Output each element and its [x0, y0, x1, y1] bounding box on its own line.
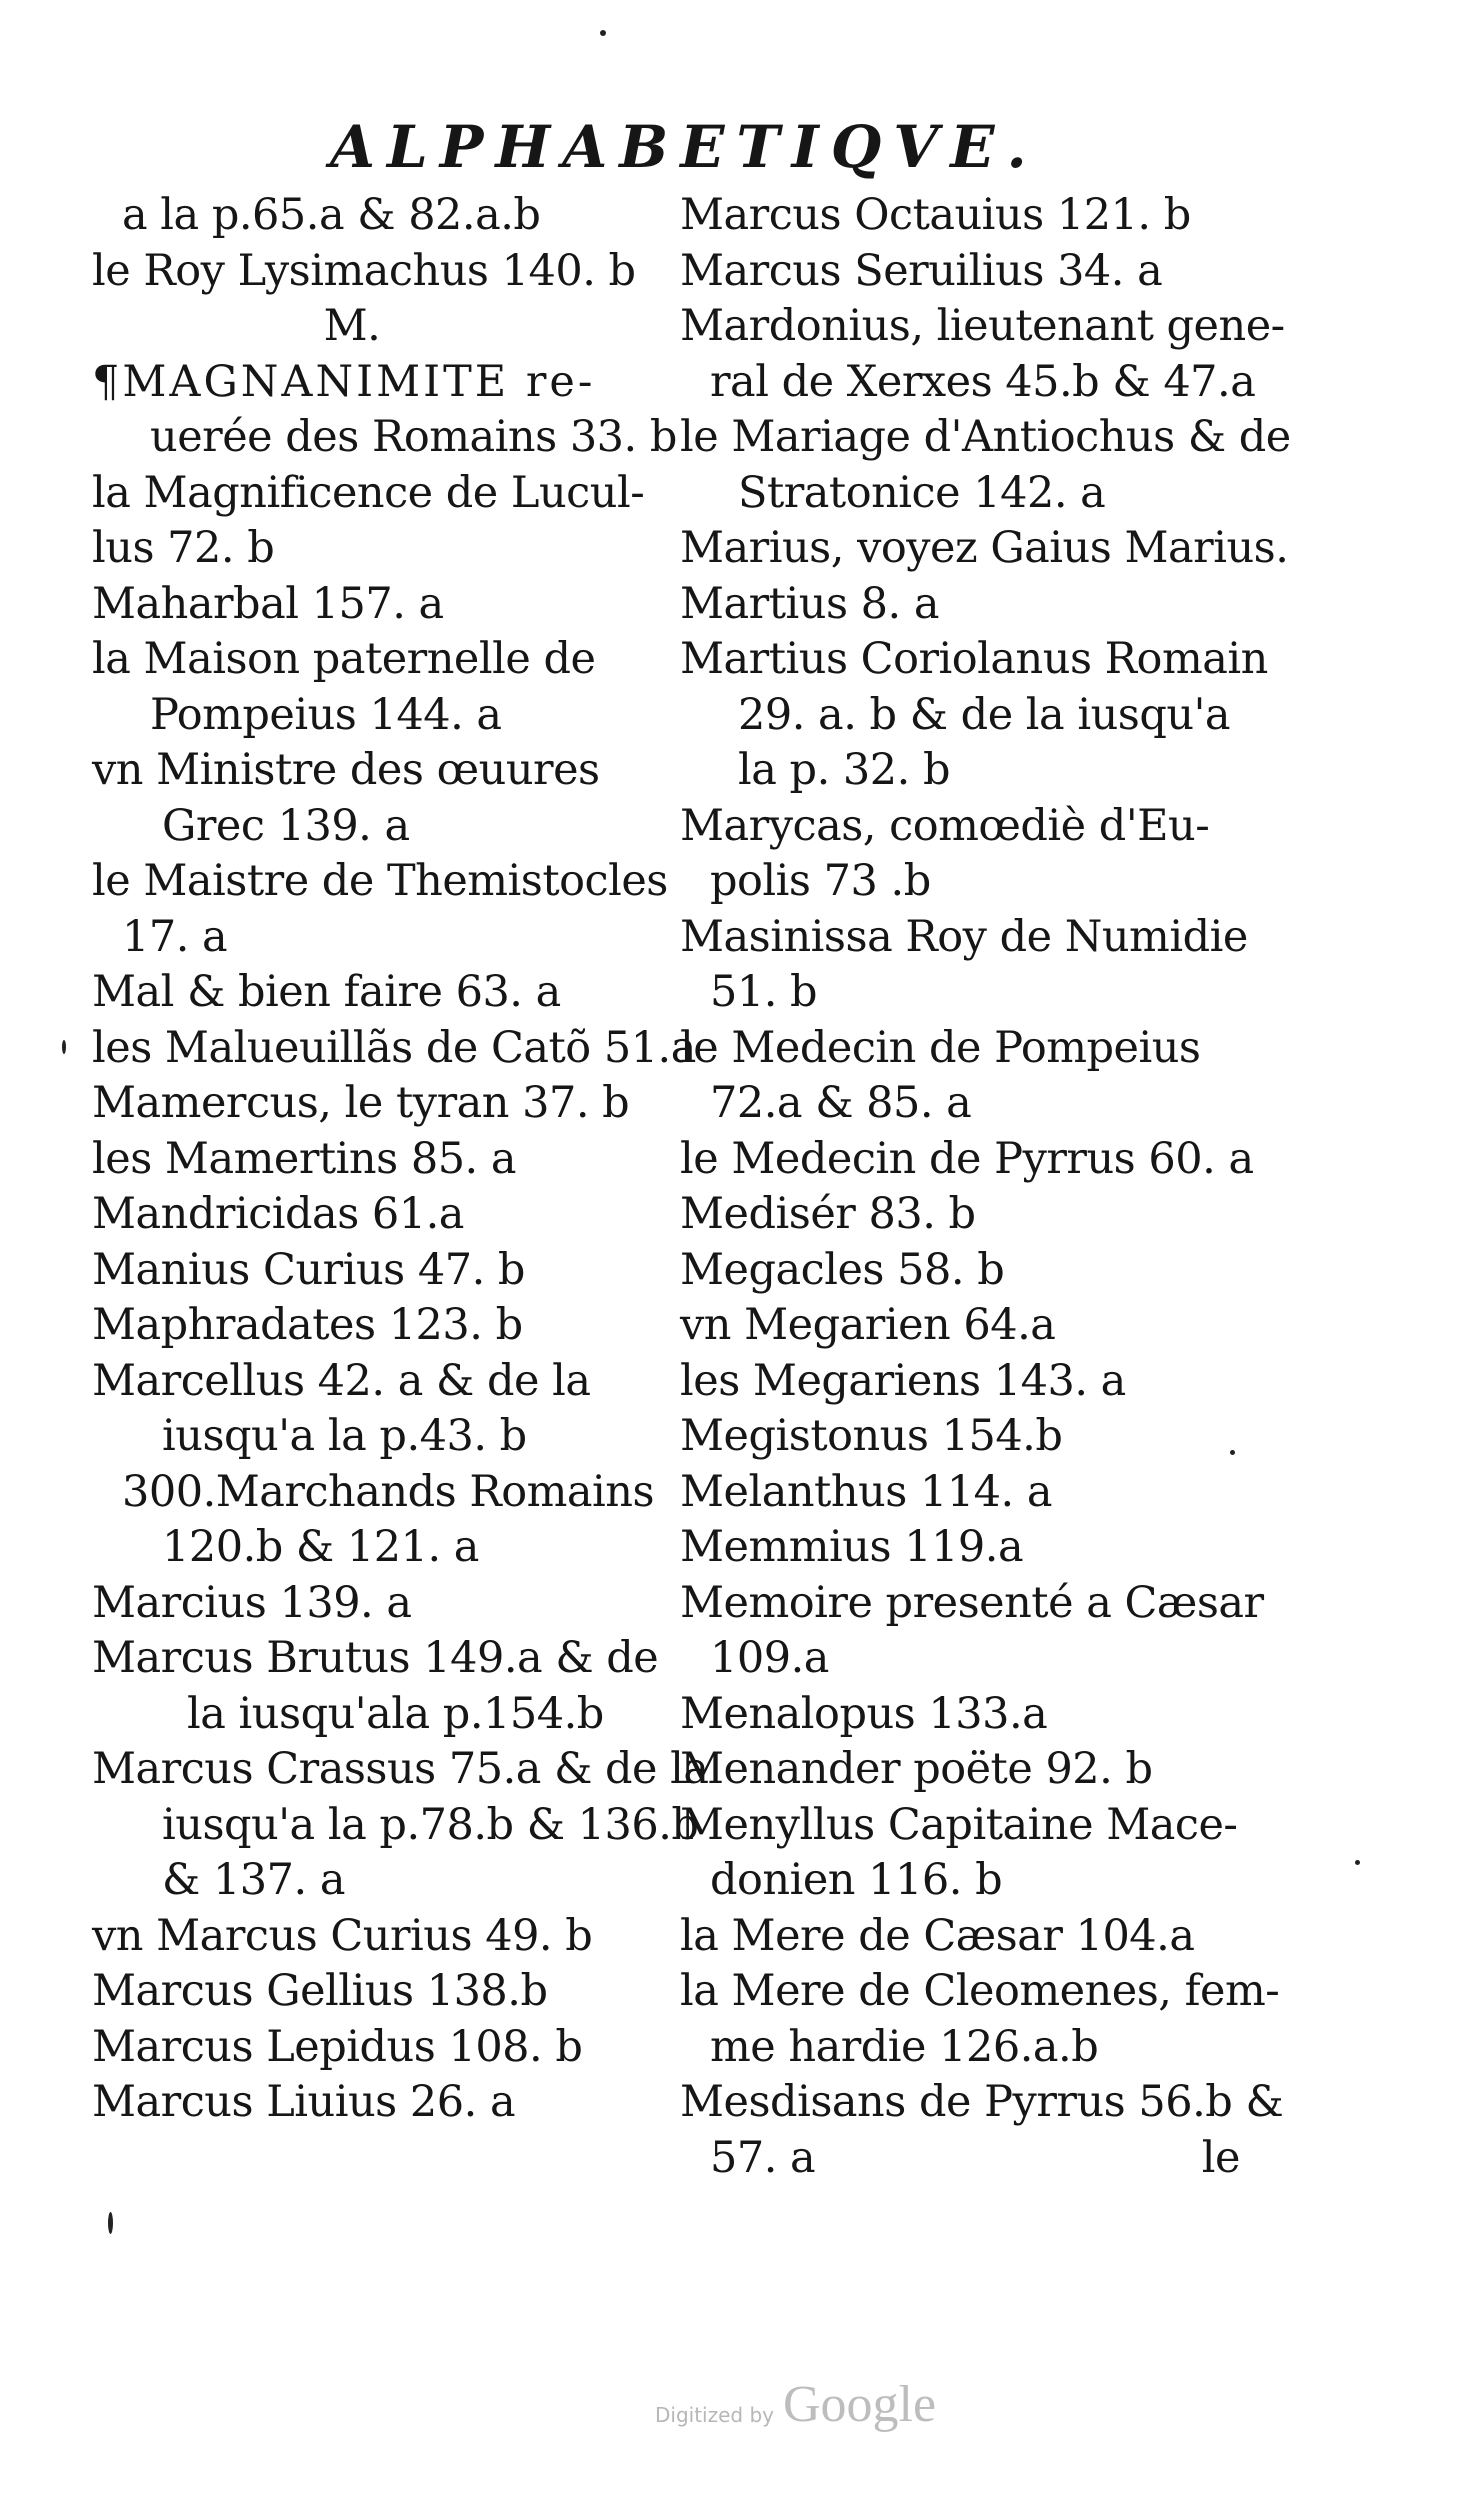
index-entry: Marius, voyez Gaius Marius.: [680, 523, 1289, 573]
index-entry: Marcus Octauius 121. b: [680, 190, 1191, 240]
ink-speck: [1230, 1450, 1235, 1455]
index-entry: Maharbal 157. a: [92, 578, 444, 629]
ink-speck: [1355, 1860, 1360, 1865]
watermark-prefix: Digitized by: [655, 2403, 774, 2427]
index-entry: Mesdisans de Pyrrus 56.b &: [680, 2077, 1284, 2127]
index-entry: la Mere de Cæsar 104.a: [680, 1910, 1195, 1961]
index-entry: Mamercus, le tyran 37. b: [92, 1078, 630, 1128]
index-entry: les Malueuillãs de Catõ 51.a: [92, 1022, 696, 1073]
index-entry: Maphradates 123. b: [92, 1300, 523, 1350]
index-entry: le Roy Lysimachus 140. b: [92, 245, 636, 296]
index-entry: Megistonus 154.b: [680, 1411, 1063, 1461]
index-entry: 109.a: [710, 1633, 829, 1683]
index-entry: Mal & bien faire 63. a: [92, 967, 561, 1017]
index-entry: Mardonius, lieutenant gene-: [680, 301, 1285, 351]
index-entry: le Mariage d'Antiochus & de: [680, 412, 1291, 462]
index-entry: les Mamertins 85. a: [92, 1133, 517, 1184]
index-entry: iusqu'a la p.43. b: [162, 1411, 527, 1461]
index-entry: Marcus Gellius 138.b: [92, 1966, 548, 2016]
index-entry: 29. a. b & de la iusqu'a: [738, 689, 1231, 740]
index-entry: Martius 8. a: [680, 578, 940, 629]
index-entry: uerée des Romains 33. b: [150, 412, 677, 462]
index-entry: Megacles 58. b: [680, 1244, 1005, 1295]
index-entry: 51. b: [710, 967, 818, 1017]
index-entry: donien 116. b: [710, 1855, 1003, 1905]
index-entry: Melanthus 114. a: [680, 1466, 1053, 1517]
index-entry: Menander poëte 92. b: [680, 1744, 1153, 1794]
index-entry: le Maistre de Themistocles: [92, 856, 668, 906]
ink-speck: [600, 30, 606, 36]
index-entry: iusqu'a la p.78.b & 136.b: [162, 1799, 699, 1850]
index-entry: Marcus Liuius 26. a: [92, 2077, 516, 2127]
index-entry: Marcus Crassus 75.a & de la: [92, 1744, 709, 1794]
index-entry: 17. a: [122, 911, 228, 962]
index-entry: Manius Curius 47. b: [92, 1244, 525, 1295]
index-entry: Marcellus 42. a & de la: [92, 1355, 591, 1406]
index-entry: la Maison paternelle de: [92, 634, 596, 684]
index-entry: le Medecin de Pyrrus 60. a: [680, 1133, 1254, 1184]
index-entry: Memoire presenté a Cæsar: [680, 1577, 1264, 1628]
index-entry: Menalopus 133.a: [680, 1688, 1048, 1739]
index-entry: ral de Xerxes 45.b & 47.a: [710, 356, 1256, 407]
index-entry: Marcius 139. a: [92, 1577, 412, 1628]
index-entry: Marcus Seruilius 34. a: [680, 245, 1163, 296]
index-entry: Medisér 83. b: [680, 1189, 976, 1239]
index-entry: les Megariens 143. a: [680, 1355, 1126, 1406]
digitization-watermark: [655, 2375, 1015, 2445]
running-header: ALPHABETIQVE.: [330, 113, 1039, 181]
index-entry: la p. 32. b: [738, 745, 950, 795]
index-entry: Grec 139. a: [162, 800, 410, 851]
index-entry: Marcus Lepidus 108. b: [92, 2021, 583, 2072]
section-letter: M.: [323, 301, 381, 351]
index-column-left: [92, 188, 709, 2131]
index-entry: 300.Marchands Romains: [122, 1466, 655, 1517]
index-entry: polis 73 .b: [710, 856, 931, 906]
index-entry: Martius Coriolanus Romain: [680, 634, 1268, 684]
index-entry: la Magnificence de Lucul-: [92, 467, 645, 518]
index-entry: le Medecin de Pompeius: [680, 1022, 1201, 1073]
index-entry: 120.b & 121. a: [162, 1522, 479, 1572]
index-entry: vn Ministre des œuures: [92, 745, 600, 795]
index-entry: a la p.65.a & 82.a.b: [122, 190, 541, 240]
index-entry: Pompeius 144. a: [150, 689, 502, 740]
index-entry: la Mere de Cleomenes, fem-: [680, 1966, 1280, 2016]
index-entry: Masinissa Roy de Numidie: [680, 911, 1248, 962]
index-entry: Menyllus Capitaine Mace-: [680, 1799, 1238, 1850]
index-entry: ¶MAGNANIMITE re-: [92, 356, 596, 407]
index-entry: & 137. a: [162, 1855, 345, 1905]
ink-speck: [62, 1040, 66, 1054]
index-entry: Memmius 119.a: [680, 1522, 1024, 1572]
google-logo: Google: [783, 2376, 937, 2433]
ink-speck: [108, 2212, 113, 2234]
index-entry: 57. a: [710, 2132, 816, 2183]
index-entry: Marcus Brutus 149.a & de: [92, 1633, 659, 1683]
index-column-right: [680, 188, 1291, 2186]
index-entry: Mandricidas 61.a: [92, 1189, 464, 1239]
index-entry: me hardie 126.a.b: [710, 2021, 1099, 2072]
index-entry: Stratonice 142. a: [738, 467, 1106, 518]
index-entry: 72.a & 85. a: [710, 1078, 972, 1128]
index-entry: vn Marcus Curius 49. b: [92, 1910, 593, 1961]
index-entry: la iusqu'ala p.154.b: [187, 1688, 604, 1739]
catchword: le: [1201, 2132, 1240, 2183]
index-entry: vn Megarien 64.a: [680, 1300, 1056, 1350]
index-entry: lus 72. b: [92, 523, 275, 573]
index-entry: Marycas, comœdiè d'Eu-: [680, 800, 1210, 851]
